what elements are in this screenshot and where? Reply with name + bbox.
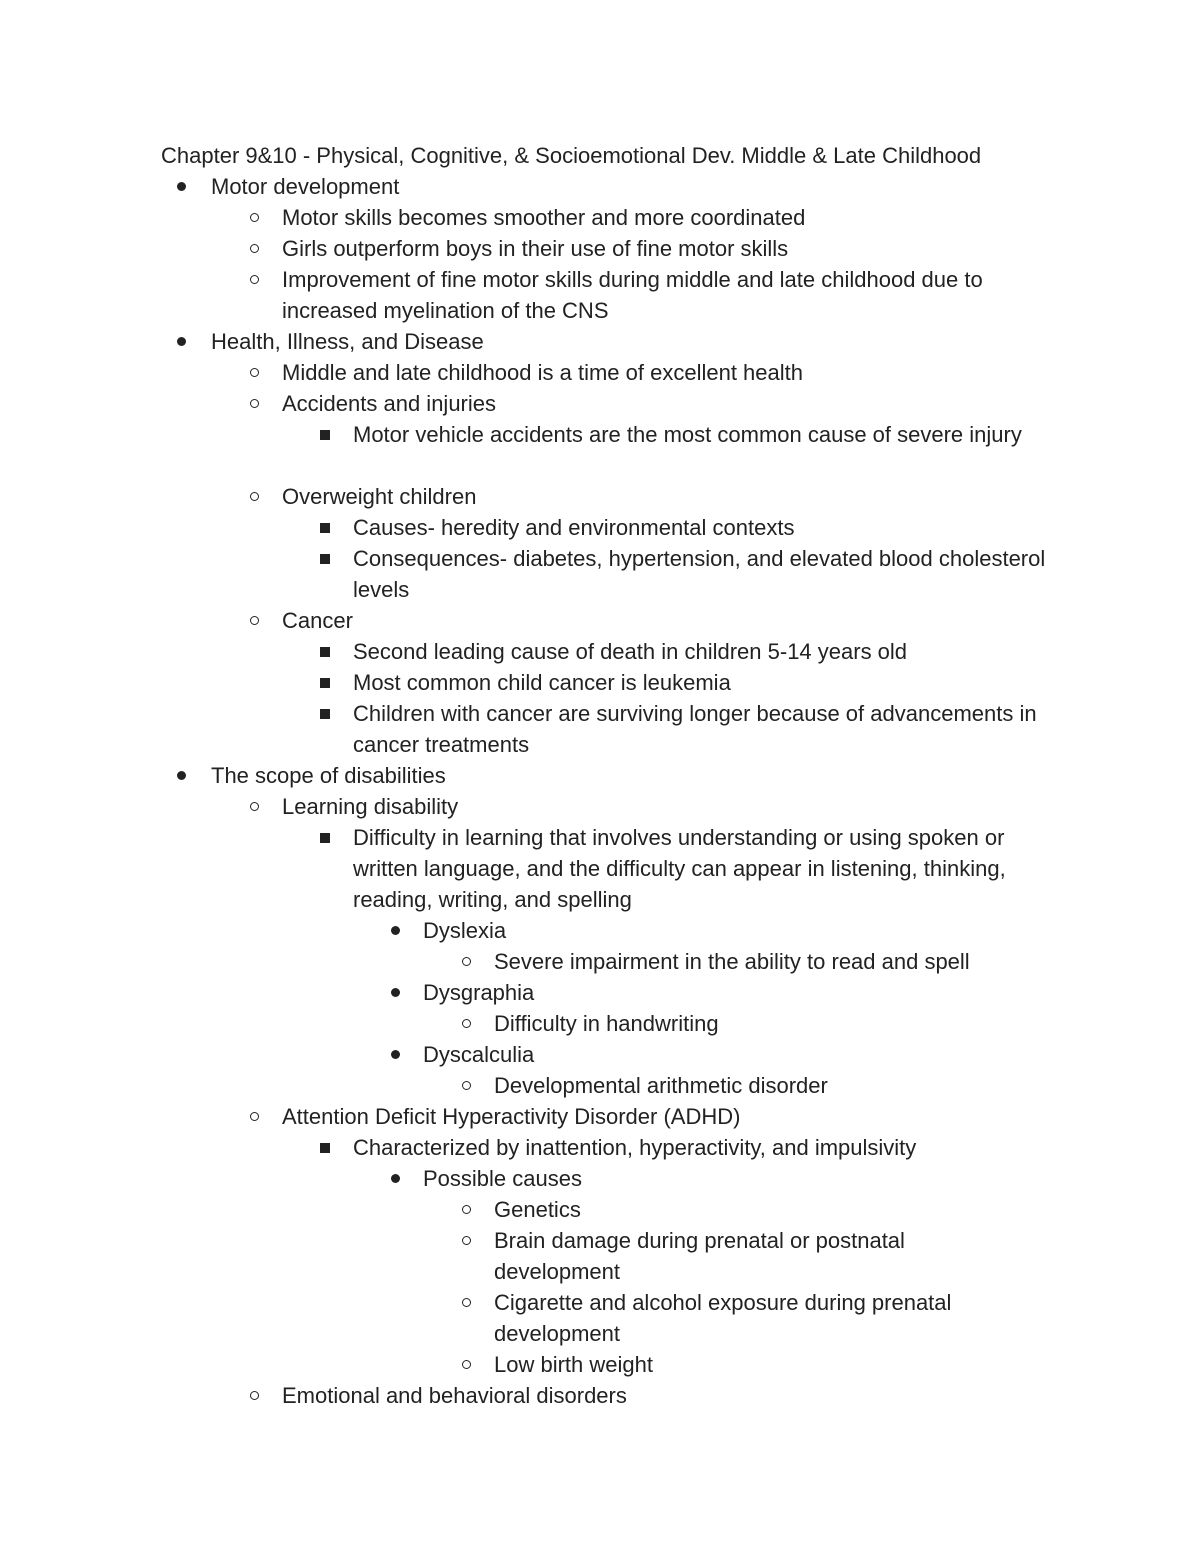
list-item: Accidents and injuries (282, 388, 1062, 419)
hollow-circle-icon (456, 1225, 476, 1256)
list-item: Low birth weight (494, 1349, 1014, 1380)
list-item: Girls outperform boys in their use of fine motor skills (282, 233, 1062, 264)
filled-dot-icon (385, 977, 405, 1008)
hollow-circle-icon (456, 1070, 476, 1101)
list-item: Dysgraphia (423, 977, 1063, 1008)
square-bullet-icon (315, 543, 335, 574)
hollow-circle-icon (244, 1380, 264, 1411)
hollow-circle-icon (456, 1194, 476, 1225)
hollow-circle-icon (244, 481, 264, 512)
list-item: Motor skills becomes smoother and more coordinated (282, 202, 1062, 233)
square-bullet-icon (315, 636, 335, 667)
list-item: Improvement of fine motor skills during middle and late childhood due to increased myelination of the CNS (282, 264, 1062, 326)
list-item: Causes- heredity and environmental contexts (353, 512, 1063, 543)
hollow-circle-icon (244, 202, 264, 233)
list-item: Cancer (282, 605, 1062, 636)
list-item: Attention Deficit Hyperactivity Disorder (ADHD) (282, 1101, 1062, 1132)
hollow-circle-icon (456, 946, 476, 977)
hollow-circle-icon (244, 264, 264, 295)
list-item: Middle and late childhood is a time of excellent health (282, 357, 1062, 388)
hollow-circle-icon (244, 233, 264, 264)
hollow-circle-icon (244, 605, 264, 636)
list-item: Overweight children (282, 481, 1062, 512)
square-bullet-icon (315, 822, 335, 853)
list-item: Learning disability (282, 791, 1062, 822)
page-title: Chapter 9&10 - Physical, Cognitive, & Socioemotional Dev. Middle & Late Childhood (161, 143, 982, 168)
hollow-circle-icon (244, 791, 264, 822)
square-bullet-icon (315, 512, 335, 543)
hollow-circle-icon (244, 388, 264, 419)
square-bullet-icon (315, 419, 335, 450)
square-bullet-icon (315, 1132, 335, 1163)
list-item: Motor vehicle accidents are the most common cause of severe injury (353, 419, 1063, 450)
hollow-circle-icon (456, 1349, 476, 1380)
list-item: Genetics (494, 1194, 1014, 1225)
hollow-circle-icon (456, 1008, 476, 1039)
list-item: Possible causes (423, 1163, 1063, 1194)
list-item: Children with cancer are surviving longer because of advancements in cancer treatments (353, 698, 1063, 760)
list-item: Second leading cause of death in children 5-14 years old (353, 636, 1063, 667)
filled-dot-icon (385, 915, 405, 946)
list-item: Characterized by inattention, hyperactivity, and impulsivity (353, 1132, 1063, 1163)
square-bullet-icon (315, 698, 335, 729)
list-item: Dyslexia (423, 915, 1063, 946)
hollow-circle-icon (244, 1101, 264, 1132)
list-item: Cigarette and alcohol exposure during prenatal development (494, 1287, 1014, 1349)
list-item: Difficulty in learning that involves understanding or using spoken or written language, and the difficulty can appear in listening, thinking, reading, writing, and spelling (353, 822, 1063, 915)
list-item: Emotional and behavioral disorders (282, 1380, 1062, 1411)
list-item: Brain damage during prenatal or postnatal development (494, 1225, 1014, 1287)
list-item: Difficulty in handwriting (494, 1008, 1014, 1039)
filled-dot-icon (385, 1163, 405, 1194)
hollow-circle-icon (244, 357, 264, 388)
list-item: Consequences- diabetes, hypertension, and elevated blood cholesterol levels (353, 543, 1063, 605)
filled-dot-icon (171, 171, 191, 202)
filled-dot-icon (385, 1039, 405, 1070)
list-item: Dyscalculia (423, 1039, 1063, 1070)
filled-dot-icon (171, 326, 191, 357)
hollow-circle-icon (456, 1287, 476, 1318)
list-item: Health, Illness, and Disease (211, 326, 1111, 357)
list-item: Developmental arithmetic disorder (494, 1070, 1014, 1101)
list-item: The scope of disabilities (211, 760, 1111, 791)
list-item: Most common child cancer is leukemia (353, 667, 1063, 698)
list-item: Severe impairment in the ability to read and spell (494, 946, 1014, 977)
square-bullet-icon (315, 667, 335, 698)
list-item: Motor development (211, 171, 1111, 202)
filled-dot-icon (171, 760, 191, 791)
